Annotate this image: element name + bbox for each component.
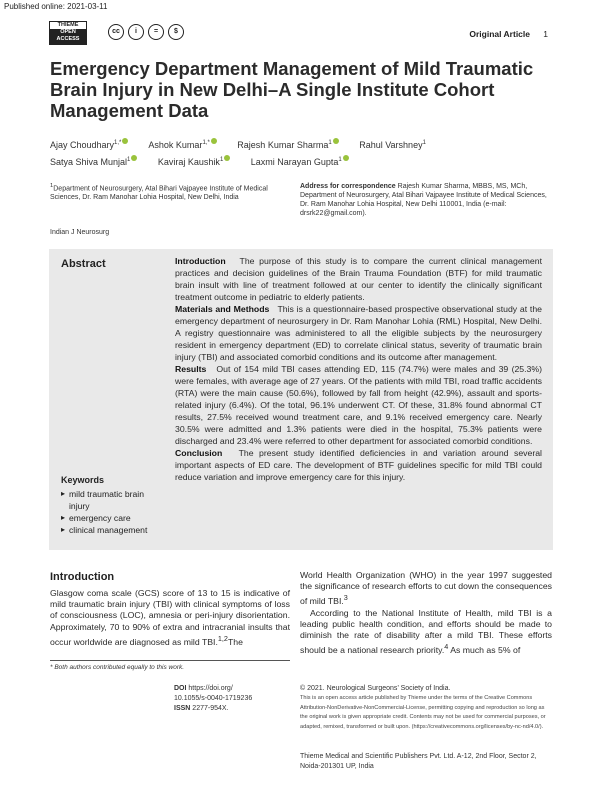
author: Satya Shiva Munjal$^1$ [50,157,137,167]
license-text: This is an open access article published by Thieme under the terms of the Creative Commons Attribution-NonDerivative-NonCommercial-License, permitting copying and reproduction so long as the original work is given appropriate credit. Contents may not be used for commercial purposes, or adapted, remixed, transformed or built upon. (https://creativecommons.org/licenses/by-nc-nd/4.0/). [300,695,546,730]
page-number: 1 [543,29,548,39]
doi-block: DOI https://doi.org/ 10.1055/s-0040-1719236 ISSN 2277-954X. [174,685,253,712]
orcid-icon [343,155,349,161]
affiliation: $^1$Department of Neurosurgery, Atal Bihari Vajpayee Institute of Medical Sciences, Dr. Ram Manohar Lohia Hospital, New Delhi, India [50,183,268,202]
abstract-section: Materials and Methods This is a questionnaire-based prospective observational study at the emergency department of neurosurgery in Dr. Ram Manohar Lohia (RML) Hospital, New Delhi. A registry questionnaire was administered to all the eligible subjects by the neurosurgery resident in emergency department (ED) to correlate clinical status, severity of traumatic brain injury (TBI) and associated comorbid conditions and its outcome after management. [175,304,542,362]
author: Rajesh Kumar Sharma$^1$ [237,140,338,150]
license-badges [108,24,184,40]
article-title: Emergency Department Management of Mild Traumatic Brain Injury in New Delhi–A Single Institute Cohort Management Data [50,58,534,121]
published-date: Published online: 2021-03-11 [4,2,108,11]
logo-top-text: THIEME [50,22,86,29]
keyword-item: ▸ clinical management [61,524,161,536]
doi-link[interactable]: https://doi.org/ [188,685,233,692]
author: Kaviraj Kaushik$^1$ [158,157,230,167]
footnote-rule [50,660,290,661]
no-derivatives-icon: = [148,24,164,40]
body-column-left: Glasgow coma scale (GCS) score of 13 to 15 is indicative of mild traumatic brain injury (TBI) with clinical symptoms of loss of consciousness (LOC), amnesia or peri-injury disorientation. Approximately, 70 to 90% of extra and intracranial insults that occur worldwide are diagnosed as mild TBI.$^{1,2}$The [50,588,290,647]
keywords-list [61,488,161,536]
author: Laxmi Narayan Gupta$^1$ [251,157,349,167]
orcid-icon [333,138,339,144]
author-list [50,136,550,170]
keywords-label: Keywords [61,475,105,485]
attribution-icon: i [128,24,144,40]
abstract-section: Results Out of 154 mild TBI cases attending ED, 115 (74.7%) were males and 39 (25.3%) were females, with average age of 27 years. Of the patients with mild TBI, road traffic accidents (RTA) were the main cause (50.6%), followed by fall from height (42.9%), assault and sports-related injury (6.4%). Of the total, 96.1% underwent CT. Of these, 31.8% found abnormal CT results, 27.5% received wound treatment care, and 9.1% received emergency care. Nearly 30.5% were admitted and 1.3% patients were died in the hospital, 75.3% patients were discharged and 23.4% were referred to other department for associated comorbid conditions. [175,364,542,446]
abstract-section: Conclusion The present study identified deficiencies in and variation around several important aspects of ED care. The development of BTF guidelines specific for mild TBI could reduce variation and improve emergency care for this injury. [175,448,542,482]
correspondence: Address for correspondence Rajesh Kumar Sharma, MBBS, MS, MCh, Department of Neurosurgery, Atal Bihari Vajpayee Institute of Medical Sciences, Dr. Ram Manohar Lohia Hospital, New Delhi 110001, India (e-mail: drsrk22@gmail.com). [300,183,547,217]
author: Ajay Choudhary$^{1,*}$ [50,140,128,150]
cc-icon: cc [108,24,124,40]
orcid-icon [224,155,230,161]
orcid-icon [131,155,137,161]
non-commercial-icon: $ [168,24,184,40]
footnote: * Both authors contributed equally to this work. [50,664,185,671]
logo-bottom-text: OPEN ACCESS [56,29,80,42]
journal-name: Indian J Neurosurg [50,229,110,236]
abstract-section: Introduction The purpose of this study is to compare the current clinical management practices and decision guidelines of the Brain Trauma Foundation (BTF) for mild traumatic brain insult with line of treatment followed at our center to identify the clinically significant treatment outcome in pediatric to elderly patients. [175,256,542,302]
publisher-info: Thieme Medical and Scientific Publishers Pvt. Ltd. A-12, 2nd Floor, Sector 2, Noida-201301 UP, India [300,753,537,770]
thieme-open-access-logo [49,21,87,45]
body-column-right: World Health Organization (WHO) in the year 1997 suggested the significance of research efforts to cut down the consequences of mild TBI.$^3$ According to the National Institute of Health, mild TBI is a leading public health condition, and efforts should be made to diminish the rate of disability after a mild TBI. These efforts should be a national research priority.$^4$ As much as 5% of [300,570,552,655]
orcid-icon [122,138,128,144]
author: Ashok Kumar$^{1,*}$ [148,140,216,150]
orcid-icon [211,138,217,144]
abstract-label: Abstract [61,258,106,270]
keyword-item: ▸ mild traumatic brain injury [61,488,161,512]
introduction-heading: Introduction [50,571,115,583]
author: Rahul Varshney$^1$ [359,140,426,150]
article-type: Original Article [469,29,530,39]
copyright: © 2021. Neurological Surgeons’ Society of India. [300,685,451,692]
keyword-item: ▸ emergency care [61,512,161,524]
abstract-text [175,255,542,483]
